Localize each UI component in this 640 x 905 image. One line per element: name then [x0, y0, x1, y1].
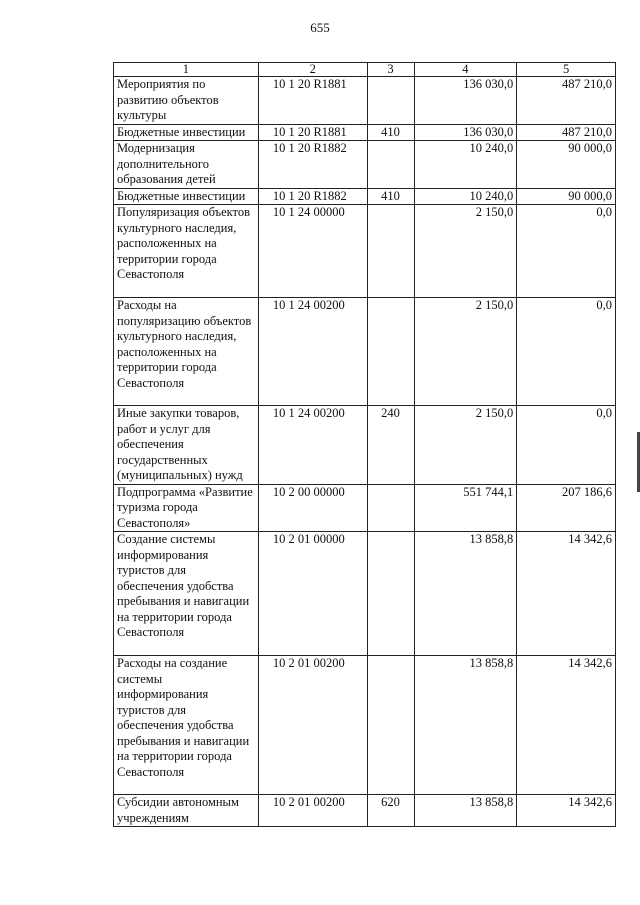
table-row [114, 205, 616, 298]
row-name: Расходы на популяризацию объектов культурного наследия, расположенных на территории города Севастополя [114, 298, 259, 406]
page-number: 655 [310, 20, 330, 35]
table-row [114, 532, 616, 656]
row-kind: 410 [367, 124, 414, 141]
column-header-1: 1 [114, 63, 259, 77]
row-value-1: 10 240,0 [414, 188, 517, 205]
row-code: 10 1 20 R1881 [258, 124, 367, 141]
table-row [114, 124, 616, 141]
column-header-2: 2 [258, 63, 367, 77]
row-value-1: 13 858,8 [414, 795, 517, 827]
row-value-1: 13 858,8 [414, 656, 517, 795]
row-name: Бюджетные инвестиции [114, 188, 259, 205]
row-name: Иные закупки товаров, работ и услуг для обеспечения государственных (муниципальных) нужд [114, 406, 259, 485]
row-name: Расходы на создание системы информирования туристов для обеспечения удобства пребывания и навигации на территории города Севастополя [114, 656, 259, 795]
row-kind [367, 656, 414, 795]
row-kind [367, 298, 414, 406]
row-kind [367, 205, 414, 298]
table-row [114, 484, 616, 532]
column-header-4: 4 [414, 63, 517, 77]
row-name: Мероприятия по развитию объектов культуры [114, 77, 259, 125]
row-code: 10 1 20 R1882 [258, 188, 367, 205]
row-code: 10 1 24 00000 [258, 205, 367, 298]
row-value-1: 136 030,0 [414, 124, 517, 141]
row-value-1: 2 150,0 [414, 298, 517, 406]
column-header-3: 3 [367, 63, 414, 77]
row-code: 10 2 01 00200 [258, 656, 367, 795]
row-name: Субсидии автономным учреждениям [114, 795, 259, 827]
row-value-1: 10 240,0 [414, 141, 517, 189]
row-kind [367, 532, 414, 656]
row-kind: 410 [367, 188, 414, 205]
row-name: Бюджетные инвестиции [114, 124, 259, 141]
row-kind: 240 [367, 406, 414, 485]
row-code: 10 2 01 00200 [258, 795, 367, 827]
row-value-2: 90 000,0 [517, 188, 616, 205]
row-value-2: 14 342,6 [517, 532, 616, 656]
table-row [114, 188, 616, 205]
row-value-2: 0,0 [517, 406, 616, 485]
row-value-2: 14 342,6 [517, 795, 616, 827]
row-code: 10 1 20 R1881 [258, 77, 367, 125]
row-value-1: 2 150,0 [414, 406, 517, 485]
table-row [114, 656, 616, 795]
row-code: 10 1 24 00200 [258, 298, 367, 406]
row-name: Модернизация дополнительного образования детей [114, 141, 259, 189]
row-value-1: 13 858,8 [414, 532, 517, 656]
row-code: 10 1 20 R1882 [258, 141, 367, 189]
column-header-5: 5 [517, 63, 616, 77]
row-name: Создание системы информирования туристов для обеспечения удобства пребывания и навигации на территории города Севастополя [114, 532, 259, 656]
table-row [114, 406, 616, 485]
row-value-2: 487 210,0 [517, 77, 616, 125]
row-value-2: 487 210,0 [517, 124, 616, 141]
row-value-1: 2 150,0 [414, 205, 517, 298]
row-code: 10 2 01 00000 [258, 532, 367, 656]
row-value-2: 90 000,0 [517, 141, 616, 189]
table-row [114, 77, 616, 125]
table-row [114, 795, 616, 827]
row-value-1: 136 030,0 [414, 77, 517, 125]
row-name: Популяризация объектов культурного наследия, расположенных на территории города Севастополя [114, 205, 259, 298]
row-kind [367, 484, 414, 532]
table-row [114, 298, 616, 406]
header-row [114, 63, 616, 77]
row-value-2: 14 342,6 [517, 656, 616, 795]
row-kind [367, 77, 414, 125]
row-value-2: 0,0 [517, 205, 616, 298]
row-code: 10 1 24 00200 [258, 406, 367, 485]
table-row [114, 141, 616, 189]
row-value-2: 207 186,6 [517, 484, 616, 532]
row-code: 10 2 00 00000 [258, 484, 367, 532]
budget-table [113, 62, 616, 827]
row-kind [367, 141, 414, 189]
row-kind: 620 [367, 795, 414, 827]
row-value-2: 0,0 [517, 298, 616, 406]
row-value-1: 551 744,1 [414, 484, 517, 532]
row-name: Подпрограмма «Развитие туризма города Севастополя» [114, 484, 259, 532]
